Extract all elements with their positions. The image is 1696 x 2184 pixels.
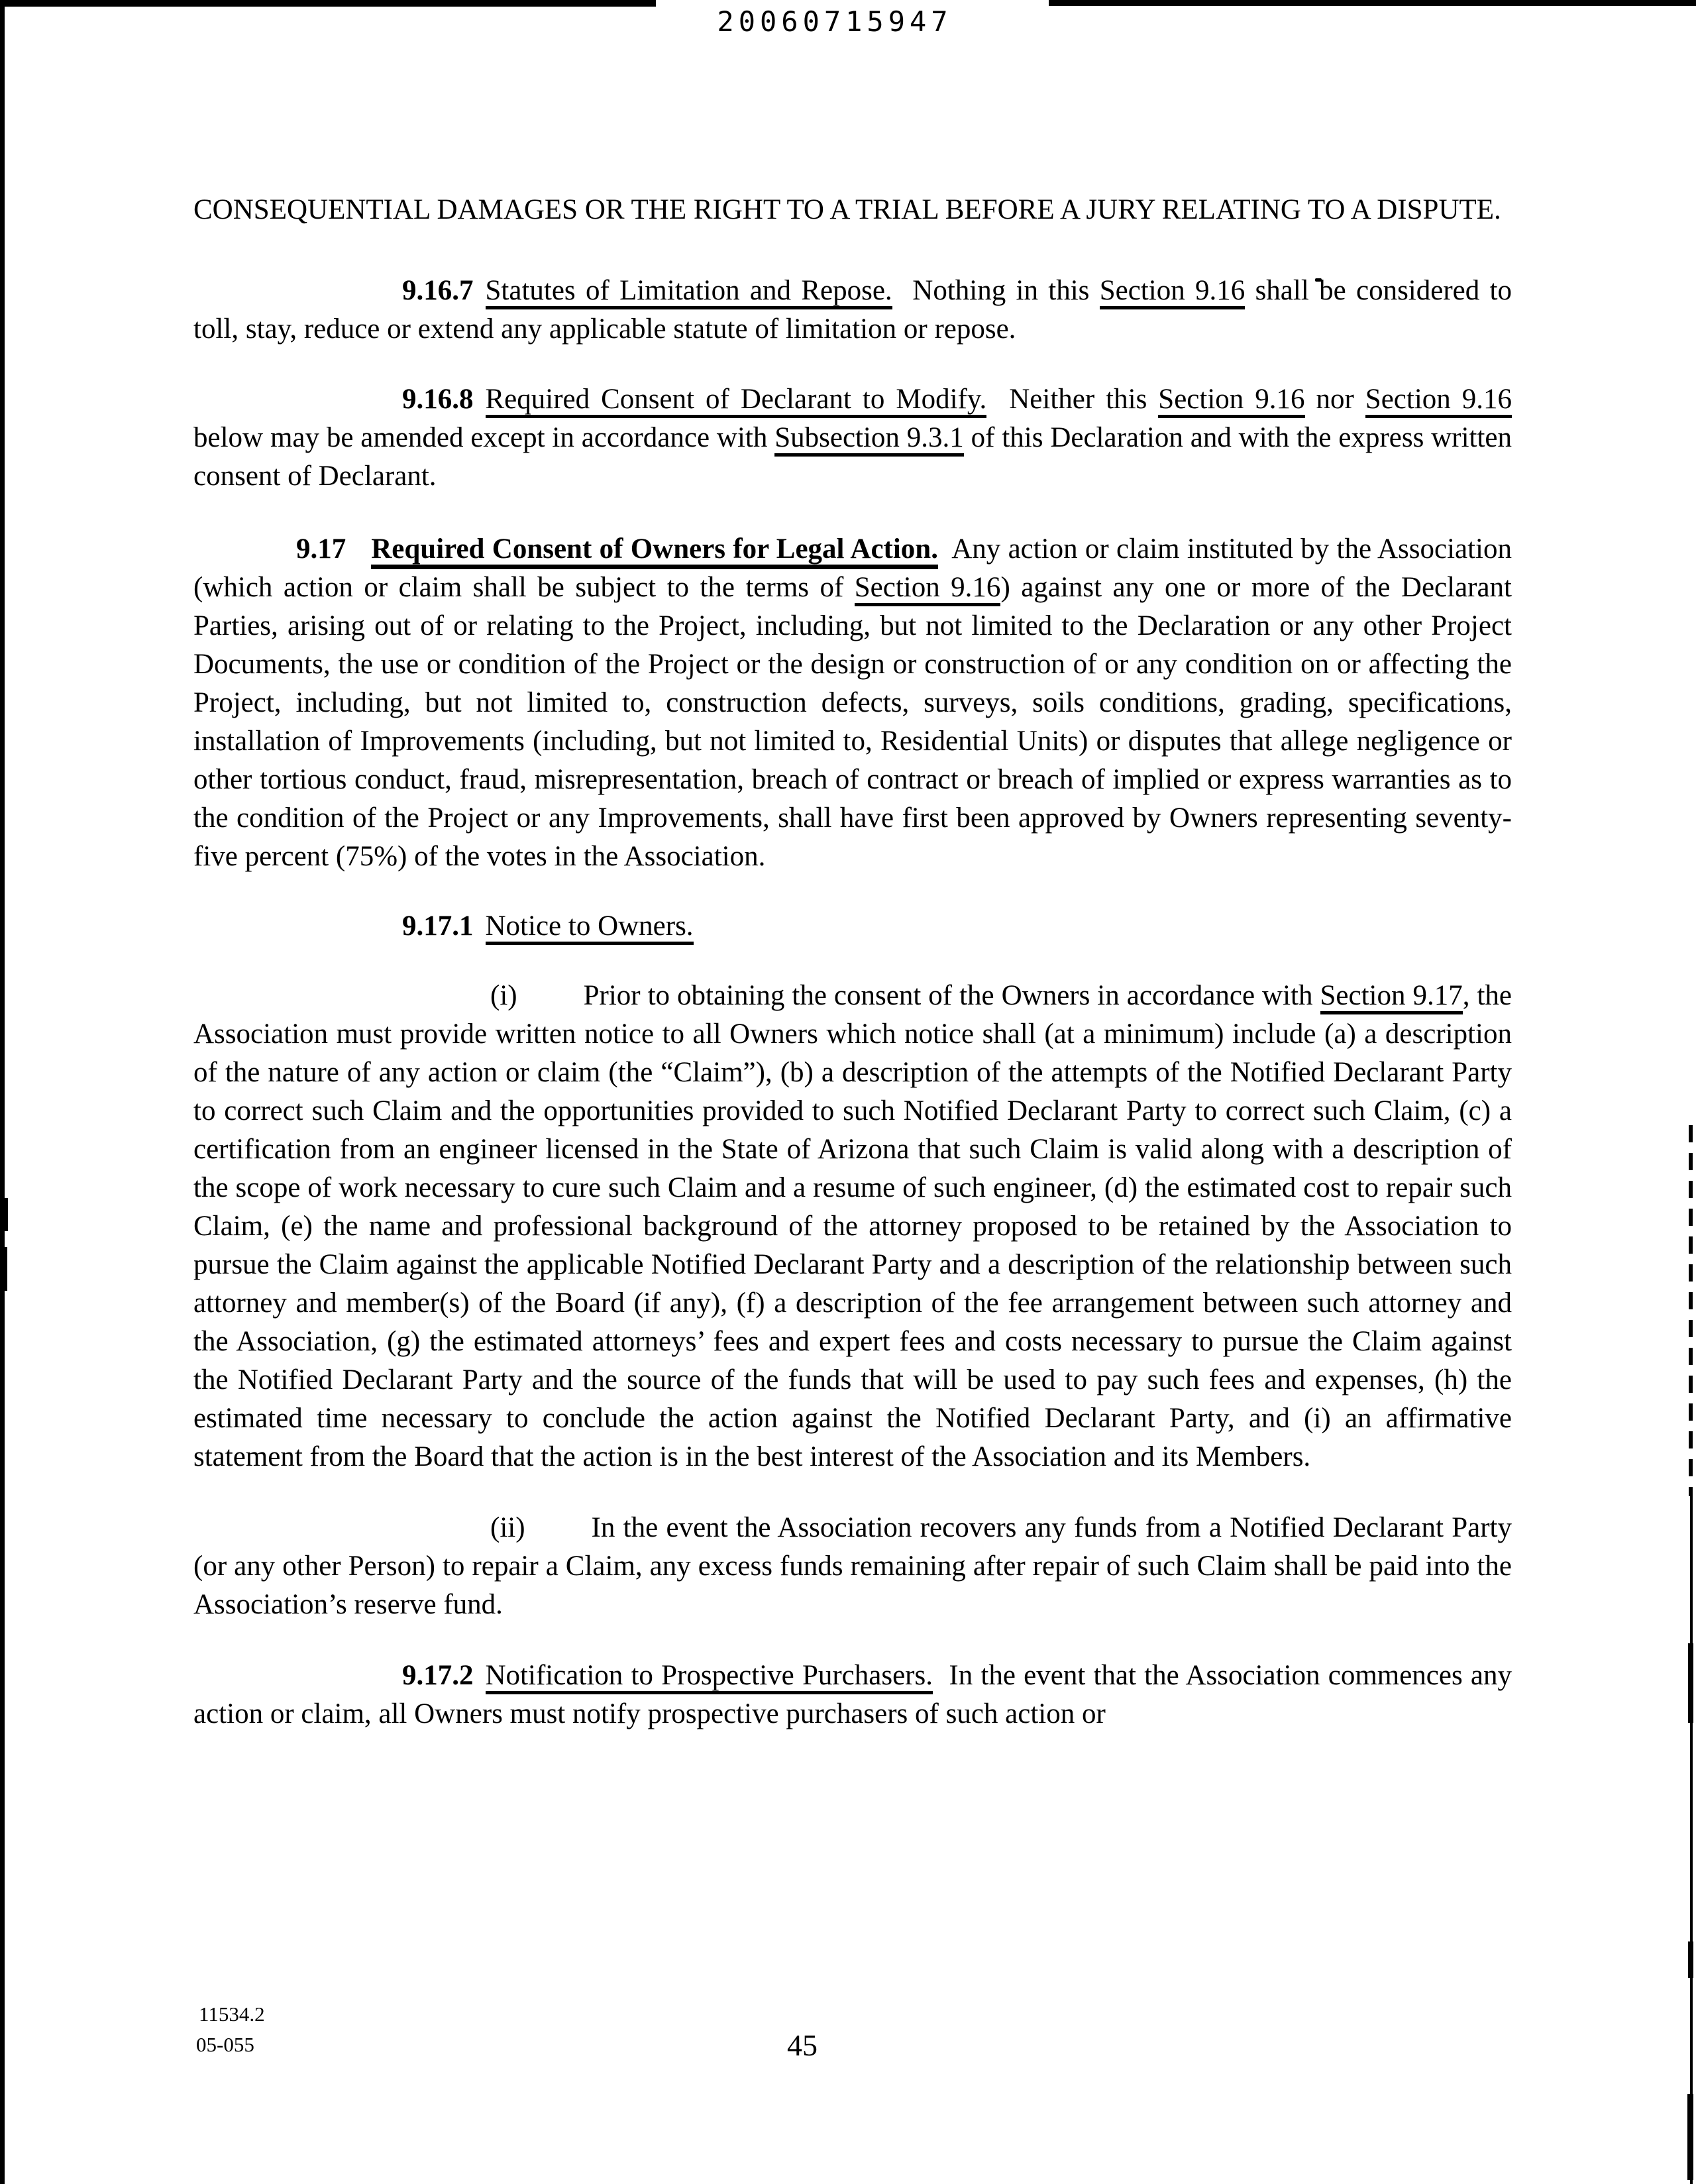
text-segment: Required Consent of Declarant to Modify. bbox=[486, 384, 987, 418]
document-body bbox=[193, 191, 1512, 1733]
text-segment: 9.17.1 bbox=[402, 910, 474, 942]
text-segment: Section 9.16 bbox=[1158, 384, 1304, 418]
text-segment: Neither this bbox=[986, 384, 1159, 415]
text-segment: Nothing in this bbox=[892, 275, 1100, 306]
text-segment: Any action or claim instituted by the Association (which action or claim shall be subject to the terms of bbox=[193, 533, 1512, 603]
footer-file-number: 05-055 bbox=[196, 2033, 254, 2056]
text-segment: of this Declaration and with the express written consent of Declarant. bbox=[193, 422, 1512, 492]
paragraph-consequential-damages bbox=[193, 191, 1512, 229]
scan-edge-right-blot bbox=[1688, 1941, 1693, 1978]
text-segment: , the Association must provide written notice to all Owners which notice shall (at a minimum) include (a) a description of the nature of any action or claim (the “Claim”), (b) a description of the attempts of the Notified Declarant Party to correct such Claim and the opportunities provided to such Notified Declarant Party to correct such Claim, (c) a certification from an engineer licensed in the State of Arizona that such Claim is valid along with a description of the scope of work necessary to cure such Claim and a resume of such engineer, (d) the estimated cost to repair such Claim, (e) the name and professional background of the attorney proposed to be retained by the Association to pursue the Claim against the applicable Notified Declarant Party and a description of the relationship between such attorney and member(s) of the Board (if any), (f) a description of the fee arrangement between such attorney and the Association, (g) the estimated attorneys’ fees and expert fees and costs necessary to pursue the Claim against the Notified Declarant Party and the source of the funds that will be used to pay such fees and expenses, (h) the estimated time necessary to conclude the action against the Notified Declarant Party, and (i) an affirmative statement from the Board that the action is in the best interest of the Association and its Members. bbox=[193, 980, 1512, 1472]
text-segment: 9.16.8 bbox=[402, 384, 474, 415]
section-9-17-1-notice-to-owners bbox=[193, 907, 1512, 946]
scan-edge-left-line bbox=[0, 0, 5, 2184]
scan-bar-top-right bbox=[1049, 0, 1696, 6]
text-segment: below may be amended except in accordance with bbox=[193, 422, 775, 453]
section-9-17-required-consent-owners bbox=[193, 530, 1512, 876]
scan-bar-top-left bbox=[0, 0, 656, 7]
text-segment: Notification to Prospective Purchasers. bbox=[486, 1660, 933, 1694]
text-segment: 9.17.2 bbox=[402, 1660, 474, 1691]
text-segment: Section 9.16 bbox=[1365, 384, 1512, 418]
subparagraph-ii-excess-funds bbox=[193, 1509, 1512, 1624]
text-segment: Subsection 9.3.1 bbox=[774, 422, 964, 457]
scan-edge-right-blot bbox=[1688, 1643, 1693, 1723]
text-segment: Section 9.16 bbox=[855, 572, 1001, 606]
scan-edge-noise bbox=[3, 1198, 8, 1231]
text-segment: 9.16.7 bbox=[402, 275, 474, 306]
text-segment: Section 9.17 bbox=[1320, 980, 1463, 1014]
text-segment: In the event that the Association commences any action or claim, all Owners must notify prospective purchasers of such action or bbox=[193, 1660, 1512, 1729]
text-segment: Prior to obtaining the consent of the Owners in accordance with bbox=[583, 980, 1320, 1011]
footer-document-number: 11534.2 bbox=[199, 2002, 265, 2026]
text-segment: shall be considered to toll, stay, reduce or extend any applicable statute of limitation or repose. bbox=[193, 275, 1512, 345]
section-9-16-7-statutes-of-limitation bbox=[193, 272, 1512, 349]
text-segment: 9.17 bbox=[296, 533, 346, 565]
text-segment: nor bbox=[1304, 384, 1365, 415]
text-segment: ) against any one or more of the Declarant Parties, arising out of or relating to the Project, including, but not limited to the Declaration or any other Project Documents, the use or condition of the Project or the design or construction of or any condition on or affecting the Project, including, but not limited to, construction defects, surveys, soils conditions, grading, specifications, installation of Improvements (including, but not limited to, Residential Units) or disputes that allege negligence or other tortious conduct, fraud, misrepresentation, breach of contract or breach of implied or express warranties as to the condition of the Project or any Improvements, shall have first been approved by Owners representing seventy-five percent (75%) of the votes in the Association. bbox=[193, 572, 1512, 872]
subparagraph-i-notice-requirements bbox=[193, 977, 1512, 1476]
scan-edge-right-blot bbox=[1687, 2094, 1693, 2180]
scan-edge-right-dashes bbox=[1689, 1125, 1693, 1496]
section-9-16-8-required-consent-declarant bbox=[193, 380, 1512, 496]
text-segment: CONSEQUENTIAL DAMAGES OR THE RIGHT TO A TRIAL BEFORE A JURY RELATING TO A DISPUTE. bbox=[193, 194, 1501, 225]
text-segment: (ii) bbox=[490, 1512, 525, 1543]
text-segment: Notice to Owners. bbox=[486, 910, 694, 945]
text-segment: In the event the Association recovers any funds from a Notified Declarant Party (or any other Person) to repair a Claim, any excess funds remaining after repair of such Claim shall be paid into the Association’s reserve fund. bbox=[193, 1512, 1512, 1620]
text-segment: (i) bbox=[490, 980, 517, 1011]
text-segment: Statutes of Limitation and Repose. bbox=[486, 275, 892, 309]
scan-edge-right-line bbox=[1690, 1496, 1693, 2184]
text-segment: Section 9.16 bbox=[1100, 275, 1246, 309]
scan-edge-noise bbox=[3, 1247, 7, 1291]
recording-number: 20060715947 bbox=[717, 5, 953, 38]
text-segment: Required Consent of Owners for Legal Action. bbox=[371, 533, 938, 569]
section-9-17-2-notification-prospective-purchasers bbox=[193, 1657, 1512, 1733]
page-number: 45 bbox=[787, 2028, 818, 2062]
